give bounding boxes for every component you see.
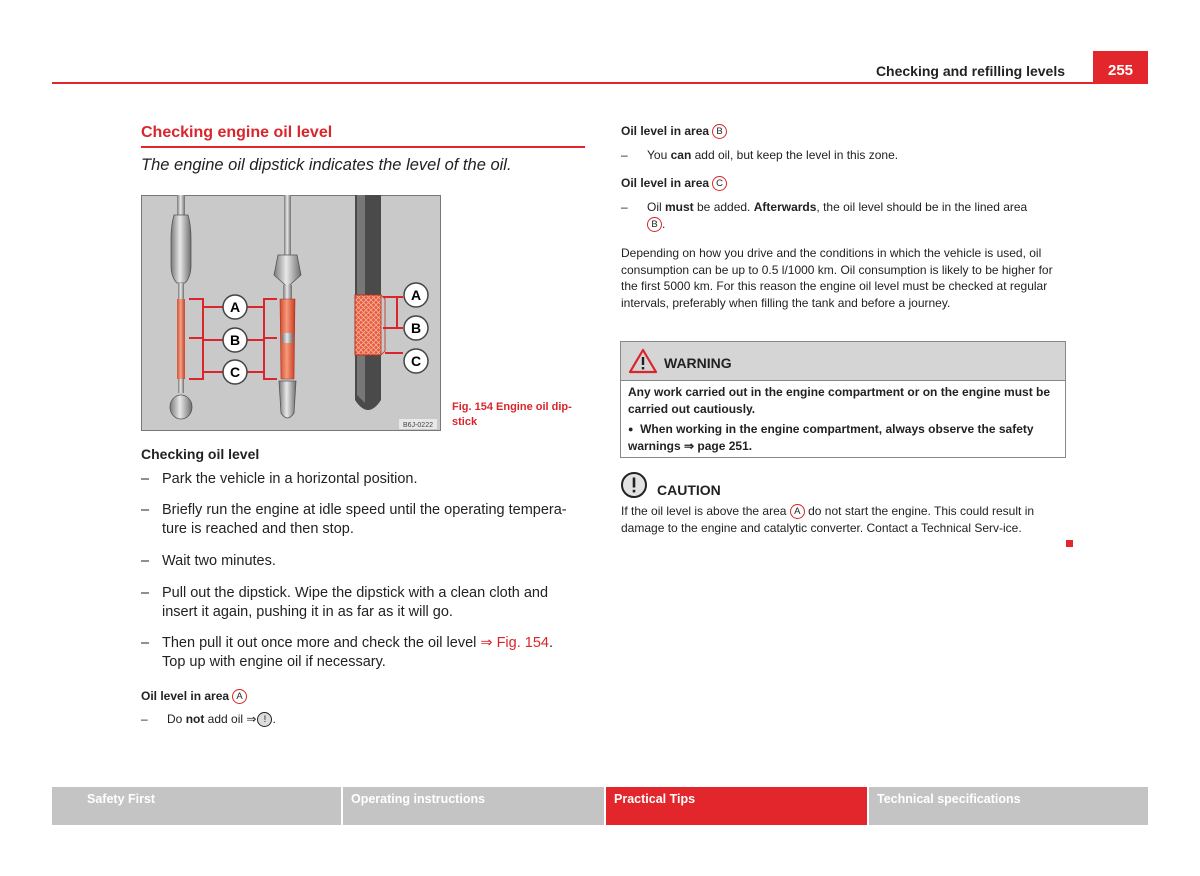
section-end-marker bbox=[1066, 540, 1073, 547]
warning-text: Any work carried out in the engine compartment or on the engine must be carried out cautiously. bbox=[628, 385, 1051, 416]
circled-a-caution-icon: A bbox=[790, 504, 805, 519]
consumption-paragraph: Depending on how you drive and the conditions in which the vehicle is used, oil consumption can be up to 0.5 l/1000 km. Oil consumption is likely to be higher for the first 5000 km. For this reason the engine oil level must be checked at regular intervals, preferably when filling the tank and before a journey. bbox=[621, 246, 1053, 310]
list-item: – Park the vehicle in a horizontal position. bbox=[141, 471, 418, 487]
level-c-title: Oil level in area C bbox=[621, 176, 727, 191]
marker-a-right: A bbox=[410, 287, 422, 303]
marker-a-left: A bbox=[229, 299, 241, 315]
dipstick-figure bbox=[141, 195, 441, 431]
marker-c-right: C bbox=[410, 353, 422, 369]
warning-box bbox=[620, 341, 1066, 458]
level-a-item: – Do not add oil ⇒ ! . bbox=[141, 712, 276, 726]
footer-tab-safety-first[interactable]: Safety First bbox=[52, 787, 341, 825]
warning-triangle-icon bbox=[628, 348, 658, 374]
figure-code: B6J-0222 bbox=[403, 422, 433, 429]
footer-tab-operating-instructions[interactable]: Operating instructions bbox=[343, 787, 604, 825]
warning-bullet-text: ● When working in the engine compartment, always observe the safety warnings ⇒ page 251. bbox=[628, 422, 1034, 453]
marker-c-left: C bbox=[229, 364, 241, 380]
circled-b-icon: B bbox=[712, 124, 727, 139]
figure-caption bbox=[452, 400, 582, 430]
warning-header bbox=[621, 342, 1065, 381]
caution-label: CAUTION bbox=[657, 482, 721, 498]
section-title: Checking engine oil level bbox=[141, 124, 333, 141]
section-rule bbox=[141, 146, 585, 148]
circled-c-icon: C bbox=[712, 176, 727, 191]
caution-ref-icon[interactable]: ! bbox=[257, 712, 272, 727]
circled-b-ref-icon: B bbox=[647, 217, 662, 232]
level-b-title: Oil level in area B bbox=[621, 124, 727, 139]
circled-a-icon: A bbox=[232, 689, 247, 704]
list-item: – Wait two minutes. bbox=[141, 553, 276, 569]
warning-label: WARNING bbox=[664, 355, 732, 371]
caution-text: If the oil level is above the area A do not start the engine. This could result in damage to the engine and catalytic converter. Contact a Technical Serv-ice. bbox=[621, 504, 1035, 535]
list-item: – Then pull it out once more and check the oil level ⇒ Fig. 154. Top up with engine oil if necessary. bbox=[141, 635, 553, 670]
list-item: – Pull out the dipstick. Wipe the dipstick with a clean cloth and insert it again, pushing it in as far as it will go. bbox=[141, 585, 549, 620]
running-header-title: Checking and refilling levels bbox=[875, 63, 1065, 79]
header-rule bbox=[52, 82, 1148, 84]
figure-caption-line2: stick bbox=[452, 416, 478, 428]
dipstick-3 bbox=[355, 195, 385, 410]
caution-icon bbox=[620, 471, 648, 499]
footer-tab-technical-specifications[interactable]: Technical specifications bbox=[869, 787, 1148, 825]
marker-b-right: B bbox=[410, 320, 422, 336]
page-number: 255 bbox=[1093, 51, 1148, 84]
footer-tab-practical-tips[interactable]: Practical Tips bbox=[606, 787, 867, 825]
figure-link[interactable]: ⇒ Fig. 154 bbox=[480, 635, 549, 651]
level-c-item: – Oil must be added. Afterwards, the oil level should be in the lined area B . bbox=[621, 200, 1028, 231]
list-item: – Briefly run the engine at idle speed until the operating tempera- ture is reached and then stop. bbox=[141, 502, 567, 537]
level-b-item: – You can add oil, but keep the level in this zone. bbox=[621, 148, 899, 162]
marker-b-left: B bbox=[229, 332, 241, 348]
checking-title: Checking oil level bbox=[141, 446, 260, 462]
section-subtitle: The engine oil dipstick indicates the level of the oil. bbox=[141, 156, 512, 174]
dipstick-illustration bbox=[141, 195, 441, 431]
figure-caption-line1: Fig. 154 Engine oil dip- bbox=[452, 401, 572, 413]
level-a-title: Oil level in area A bbox=[141, 689, 247, 704]
